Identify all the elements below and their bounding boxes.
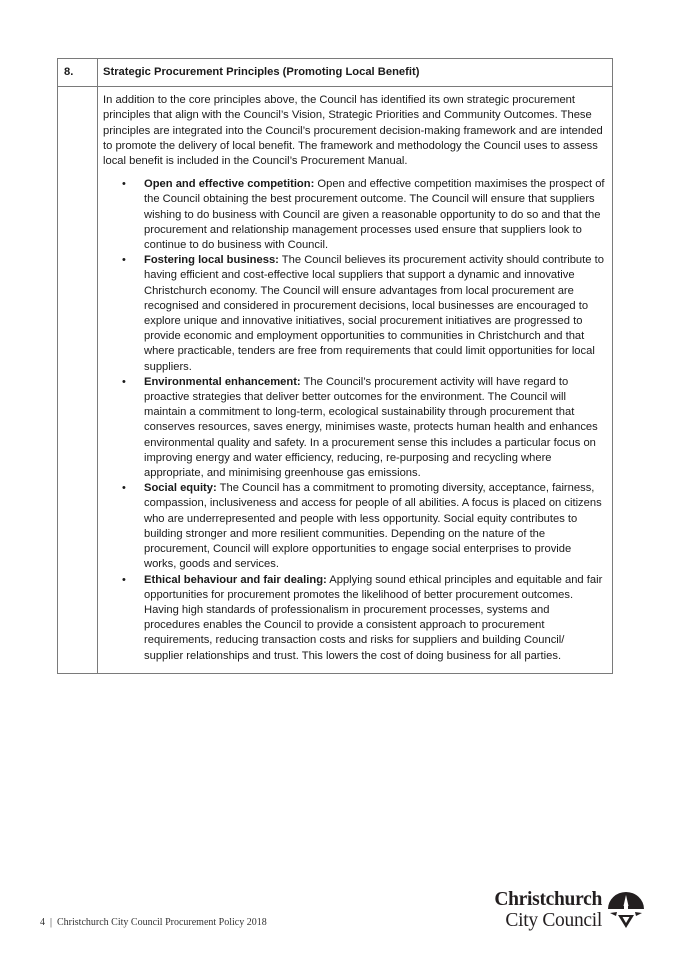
principle-name: Open and effective competition: <box>144 178 315 191</box>
section-title: Strategic Procurement Principles (Promoting Local Benefit) <box>98 59 613 87</box>
principle-local-business <box>122 253 605 375</box>
section-body-row <box>58 87 613 674</box>
principle-text: The Council believes its procurement activity should contribute to having efficient and cost-effective local suppliers that support a dynamic and innovative Christchurch economy. The Council will ensure advantages from local procurement are recognised and considered in procurement decisions, local businesses are encouraged to explore unique and innovative initiatives, social procurement initiatives are progressed to provide economic and employment opportunities to communities in Christchurch and that where practicable, tenders are free from requirements that could limit opportunities for local suppliers. <box>144 254 604 373</box>
principle-environmental <box>122 375 605 481</box>
logo-wordmark <box>480 890 602 931</box>
bullet-icon: • <box>122 375 126 388</box>
intro-paragraph: In addition to the core principles above, the Council has identified its own strategic procurement principles that align with the Council’s Vision, Strategic Priorities and Community Outcomes. These principles are integrated into the Council’s procurement decision-making framework and are intended to promote the delivery of local benefit. The framework and methodology the Council uses to assess local benefit is included in the Council’s Procurement Manual. <box>103 94 603 168</box>
principle-name: Environmental enhancement: <box>144 375 301 388</box>
council-logo <box>480 890 650 932</box>
principle-name: Ethical behaviour and fair dealing: <box>144 573 327 586</box>
principle-name: Fostering local business: <box>144 254 279 267</box>
principle-open-competition <box>122 177 605 253</box>
principle-ethical-behaviour <box>122 573 605 664</box>
cathedral-emblem-icon <box>606 891 646 929</box>
bullet-icon: • <box>122 254 126 267</box>
section-body <box>98 87 613 674</box>
logo-line-2: City Council <box>505 910 602 931</box>
section-header-row <box>58 59 613 87</box>
page-number: 4 <box>40 917 45 928</box>
bullet-icon: • <box>122 573 126 586</box>
procurement-principles-table <box>57 58 613 674</box>
empty-number-cell <box>58 87 98 674</box>
bullet-icon: • <box>122 482 126 495</box>
principle-social-equity <box>122 481 605 572</box>
section-number: 8. <box>58 59 98 87</box>
principle-text: Applying sound ethical principles and equitable and fair opportunities for procurement promotes the likelihood of better procurement outcomes. Having high standards of professionalism in procurement processes, systems and procedures enables the Council to provide a consistent approach to procurement requirements, reducing transaction costs and risks for suppliers and building Council/ supplier relationships and trust. This lowers the cost of doing business for all parties. <box>144 573 603 662</box>
page-footer <box>40 917 267 928</box>
logo-line-1: Christchurch <box>494 889 602 910</box>
principle-text: Open and effective competition maximises the prospect of the Council obtaining the best procurement outcome. The Council will ensure that suppliers wishing to do business with Council are given a reasonable opportunity to do so and that the procurement and relationship management processes used ensure that suppliers look to continue to do business with Council. <box>144 178 605 252</box>
principle-text: The Council has a commitment to promoting diversity, acceptance, fairness, compassion, inclusiveness and access for people of all abilities. A focus is placed on citizens who are underrepresented and people with less opportunity. Social equity contributes to building stronger and more resilient communities. Depending on the nature of the procurement, Council will explore opportunities to engage social enterprises to provide works, goods and services. <box>144 482 602 571</box>
footer-separator: | <box>50 917 53 928</box>
bullet-icon: • <box>122 178 126 191</box>
principle-text: The Council’s procurement activity will have regard to proactive strategies that deliver better outcomes for the environment. The Council will maintain a commitment to long-term, ecological sustainability through procurement that conserves resources, saves energy, minimises waste, protects human health and enhances environmental quality and safety. In a procurement sense this includes a particular focus on improving energy and water efficiency, reducing, re-purposing and recycling where appropriate, and minimising greenhouse gas emissions. <box>144 375 598 480</box>
principle-name: Social equity: <box>144 482 217 495</box>
principles-list <box>103 177 605 664</box>
footer-document-title: Christchurch City Council Procurement Policy 2018 <box>57 917 267 928</box>
